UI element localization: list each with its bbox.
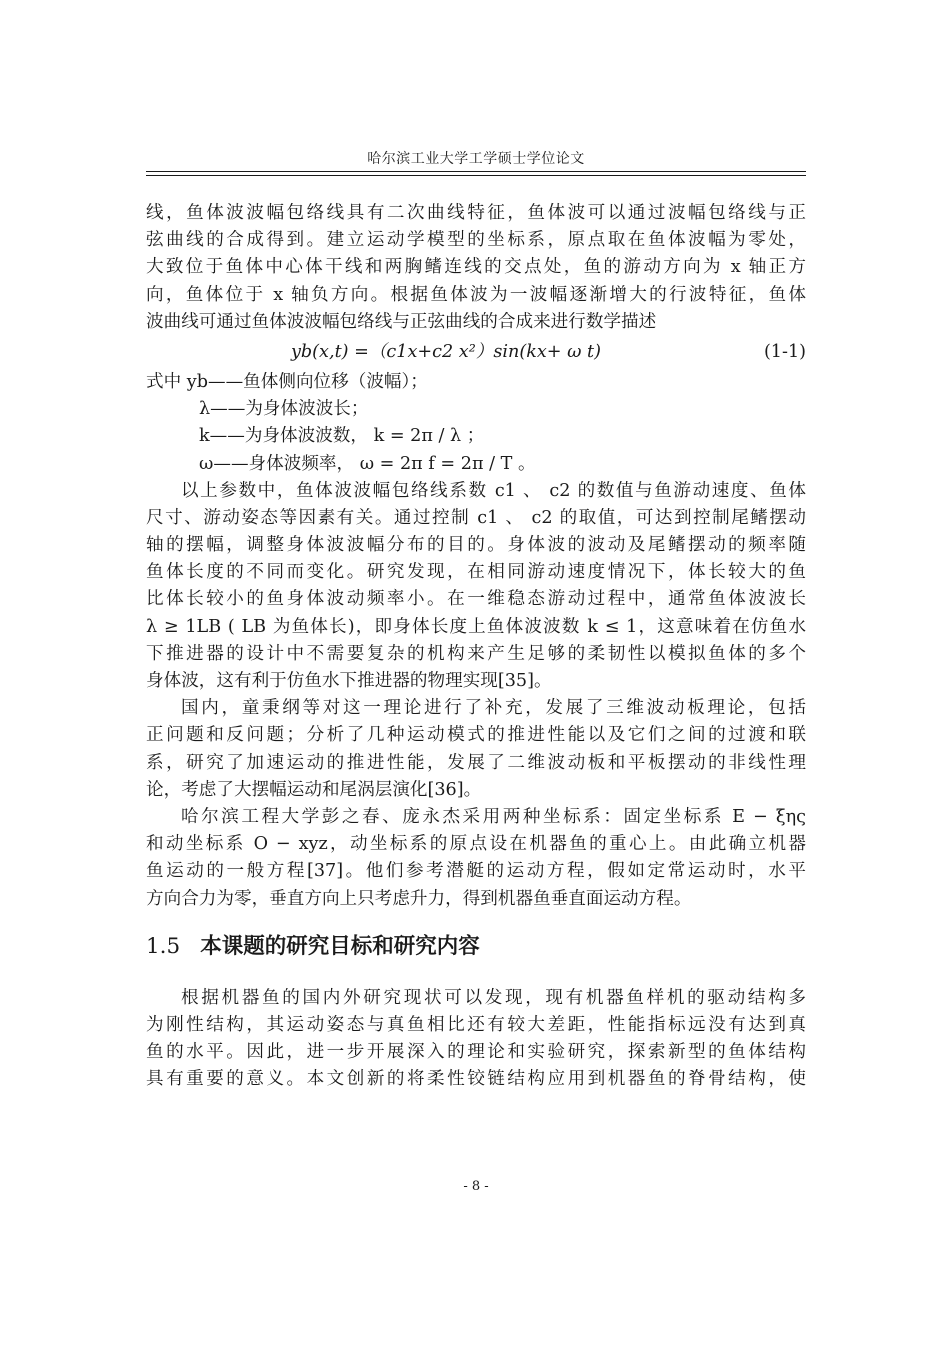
running-header: 哈尔滨工业大学工学硕士学位论文 — [367, 151, 585, 167]
definition-line: λ——为身体波波长； — [199, 399, 369, 420]
text-line: 和动坐标系 O − xyz，动坐标系的原点设在机器鱼的重心上。由此确立机器 — [146, 834, 806, 855]
text-line: 鱼体长度的不同而变化。研究发现，在相同游动速度情况下，体长较大的鱼 — [146, 562, 806, 583]
paragraph-research-goal — [146, 985, 806, 1094]
text-line: 大致位于鱼体中心体干线和两胸鳍连线的交点处，鱼的游动方向为 x 轴正方 — [146, 257, 806, 278]
paragraph-domestic-theory — [146, 695, 806, 804]
symbol-definitions — [146, 369, 806, 478]
text-line: 鱼的水平。因此，进一步开展深入的理论和实验研究，探索新型的鱼体结构 — [146, 1042, 806, 1063]
paragraph-heu-research — [146, 804, 806, 913]
text-line: 系，研究了加速运动的推进性能，发展了二维波动板和平板摆动的非线性理 — [146, 752, 806, 773]
equation-1-1 — [146, 336, 806, 369]
text-line: 比体长较小的鱼身体波动频率小。在一维稳态游动过程中，通常鱼体波波长 — [146, 589, 806, 610]
paragraph-wave-envelope — [146, 200, 806, 336]
equation-number: (1-1) — [763, 341, 806, 362]
text-line: 论，考虑了大摆幅运动和尾涡层演化[36]。 — [146, 779, 482, 800]
definition-line: ω——身体波频率， ω = 2π f = 2π / T 。 — [199, 453, 536, 474]
equation-body: yb(x,t) =（c1x+c2 x²）sin(kx+ ω t) — [290, 341, 601, 362]
text-line: 根据机器鱼的国内外研究现状可以发现，现有机器鱼样机的驱动结构多 — [181, 987, 806, 1008]
definition-line: 式中 yb——鱼体侧向位移（波幅）； — [146, 371, 428, 392]
page-number: - 8 - — [463, 1179, 489, 1194]
text-line: 波曲线可通过鱼体波波幅包络线与正弦曲线的合成来进行数学描述 — [146, 311, 657, 332]
section-spacer — [146, 967, 806, 985]
text-line: 向，鱼体位于 x 轴负方向。根据鱼体波为一波幅逐渐增大的行波特征，鱼体 — [146, 284, 806, 305]
text-line: 下推进器的设计中不需要复杂的机构来产生足够的柔韧性以模拟鱼体的多个 — [146, 643, 806, 664]
paragraph-parameters — [146, 478, 806, 696]
text-line: 哈尔滨工程大学彭之春、庞永杰采用两种坐标系：固定坐标系 E − ξης — [181, 806, 806, 827]
text-line: 轴的摆幅，调整身体波波幅分布的目的。身体波的波动及尾鳍摆动的频率随 — [146, 535, 806, 556]
text-line: 鱼运动的一般方程[37]。他们参考潜艇的运动方程，假如定常运动时，水平 — [146, 861, 806, 882]
text-line: 正问题和反问题；分析了几种运动模式的推进性能以及它们之间的过渡和联 — [146, 725, 806, 746]
text-line: 弦曲线的合成得到。建立运动学模型的坐标系，原点取在鱼体波幅为零处， — [146, 230, 806, 251]
text-line: 具有重要的意义。本文创新的将柔性铰链结构应用到机器鱼的脊骨结构，使 — [146, 1069, 806, 1090]
body-text — [146, 200, 806, 1093]
header-rule-top — [146, 171, 806, 172]
text-line: 以上参数中，鱼体波波幅包络线系数 c1 、 c2 的数值与鱼游动速度、鱼体 — [181, 480, 806, 501]
text-line: 身体波，这有利于仿鱼水下推进器的物理实现[35]。 — [146, 671, 552, 691]
header-rule-bottom — [146, 175, 806, 176]
text-line: 尺寸、游动姿态等因素有关。通过控制 c1 、 c2 的取值，可达到控制尾鳍摆动 — [146, 507, 806, 528]
text-line: 国内，童秉纲等对这一理论进行了补充，发展了三维波动板理论，包括 — [181, 698, 806, 719]
section-heading — [146, 927, 806, 967]
section-title: 本课题的研究目标和研究内容 — [200, 933, 480, 959]
section-number: 1.5 — [146, 933, 181, 959]
text-line: λ ≥ 1LB ( LB 为鱼体长)，即身体长度上鱼体波波数 k ≤ 1，这意味着在仿鱼水 — [146, 616, 806, 637]
text-line: 方向合力为零，垂直方向上只考虑升力，得到机器鱼垂直面运动方程。 — [146, 888, 692, 909]
text-line: 线，鱼体波波幅包络线具有二次曲线特征，鱼体波可以通过波幅包络线与正 — [146, 203, 806, 223]
text-line: 为刚性结构，其运动姿态与真鱼相比还有较大差距，性能指标远没有达到真 — [146, 1014, 806, 1035]
definition-line: k——为身体波波数， k = 2π / λ ； — [199, 426, 485, 447]
